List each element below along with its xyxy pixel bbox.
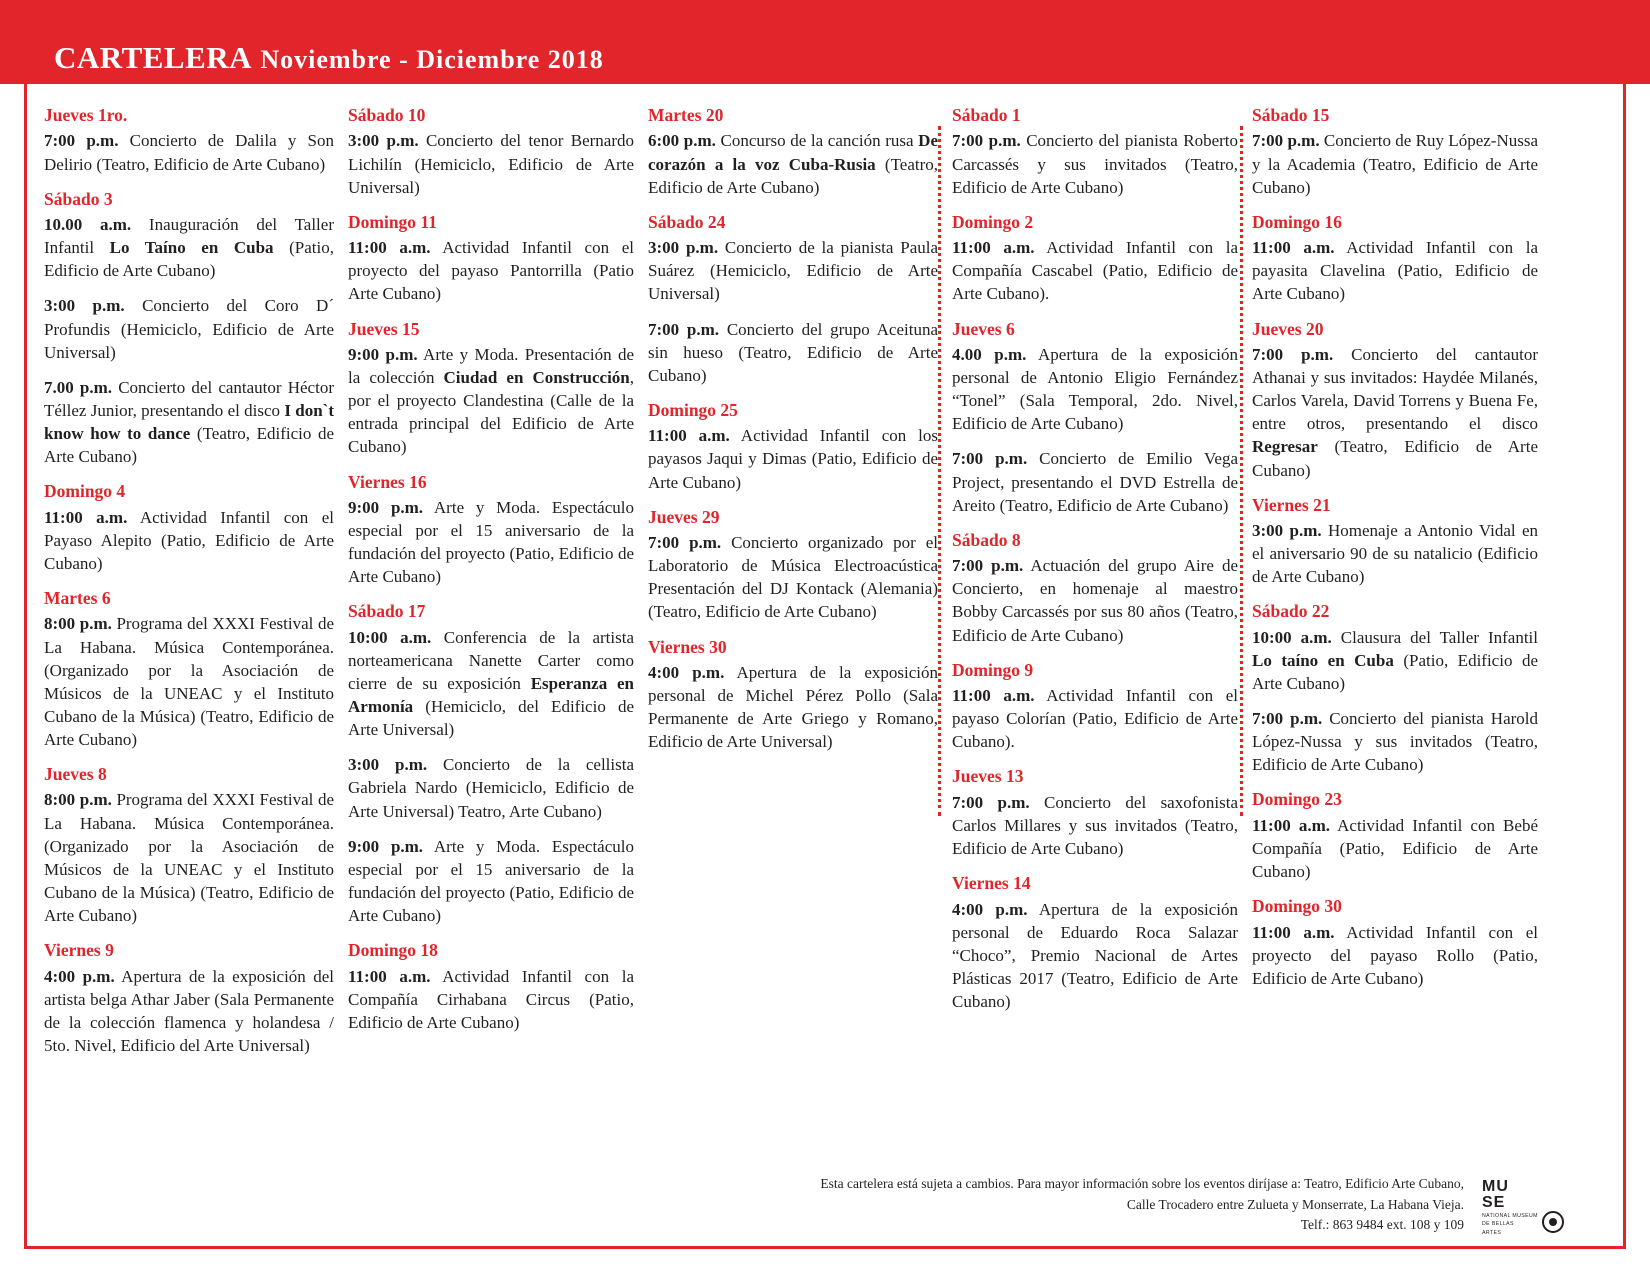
listing-entry	[648, 211, 938, 306]
listing-date: Viernes 30	[648, 636, 727, 657]
page-footer	[0, 1171, 1650, 1241]
listing-body: 10.00 a.m. Inauguración del Taller Infantil Lo Taíno en Cuba (Patio, Edificio de Arte Cubano)	[44, 215, 334, 281]
listing-body: 7:00 p.m. Concierto de Ruy López-Nussa y la Academia (Teatro, Edificio de Arte Cubano)	[1252, 131, 1538, 197]
listing-body: 4.00 p.m. Apertura de la exposición personal de Antonio Eligio Fernández “Tonel” (Sala Temporal, 2do. Nivel, Edificio de Arte Cubano)	[952, 344, 1238, 434]
listing-body: 11:00 a.m. Actividad Infantil con la Compañía Cirhabana Circus (Patio, Edificio de Arte Cubano)	[348, 966, 634, 1032]
listing-entry	[348, 104, 634, 199]
listing-entry	[648, 318, 938, 387]
listing-date: Martes 6	[44, 587, 111, 608]
listing-entry	[1252, 707, 1538, 776]
listing-entry	[1252, 600, 1538, 695]
listing-entry	[648, 104, 938, 199]
listing-entry	[952, 529, 1238, 647]
listing-entry	[44, 104, 334, 176]
listing-entry	[348, 318, 634, 459]
listing-body: 9:00 p.m. Arte y Moda. Espectáculo especial por el 15 aniversario de la fundación del proyecto (Patio, Edificio de Arte Cubano)	[348, 836, 634, 926]
listing-date: Viernes 9	[44, 940, 114, 961]
listing-entry	[648, 506, 938, 624]
listing-body: 11:00 a.m. Actividad Infantil con el proyecto del payaso Rollo (Patio, Edificio de Arte Cubano)	[1252, 922, 1538, 988]
listing-body: 7:00 p.m. Concierto del cantautor Athanai y sus invitados: Haydée Milanés, Carlos Varela, David Torrens y Buena Fe, entre otros, presentando el disco Regresar (Teatro, Edificio de Arte Cubano)	[1252, 344, 1538, 480]
listing-entry	[44, 763, 334, 927]
listing-entry	[952, 318, 1238, 436]
listing-entry	[348, 211, 634, 306]
listing-entry	[1252, 104, 1538, 199]
column-divider-left	[938, 126, 941, 816]
listing-body: 9:00 p.m. Arte y Moda. Espectáculo especial por el 15 aniversario de la fundación del proyecto (Patio, Edificio de Arte Cubano)	[348, 497, 634, 587]
listing-entry	[348, 600, 634, 741]
listing-body: 8:00 p.m. Programa del XXXI Festival de La Habana. Música Contemporánea. (Organizado por la Asociación de Músicos de la UNEAC y el Instituto Cubano de la Música) (Teatro, Edificio de Arte Cubano)	[44, 790, 334, 926]
listing-date: Sábado 3	[44, 188, 113, 209]
listing-body: 6:00 p.m. Concurso de la canción rusa De corazón a la voz Cuba-Rusia (Teatro, Edificio de Arte Cubano)	[648, 131, 938, 197]
listing-date: Jueves 1ro.	[44, 105, 128, 125]
listing-body: 7.00 p.m. Concierto del cantautor Héctor Téllez Junior, presentando el disco I don`t know how to dance (Teatro, Edificio de Arte Cubano)	[44, 377, 334, 467]
listing-entry	[952, 211, 1238, 306]
listing-entry	[44, 294, 334, 363]
column-divider-right	[1240, 126, 1243, 816]
listing-entry	[44, 188, 334, 283]
listing-body: 9:00 p.m. Arte y Moda. Presentación de la colección Ciudad en Construcción, por el proyecto Clandestina (Calle de la entrada principal del Edificio de Arte Cubano)	[348, 344, 634, 457]
listing-date: Jueves 20	[1252, 318, 1324, 339]
listing-entry	[1252, 318, 1538, 482]
listing-entry	[348, 471, 634, 589]
listing-body: 3:00 p.m. Concierto de la cellista Gabriela Nardo (Hemiciclo, Edificio de Arte Universal) Teatro, Arte Cubano)	[348, 755, 634, 821]
listing-date: Sábado 10	[348, 105, 426, 125]
listing-body: 11:00 a.m. Actividad Infantil con Bebé Compañía (Patio, Edificio de Arte Cubano)	[1252, 815, 1538, 882]
listing-entry	[952, 872, 1238, 1013]
listing-body: 4:00 p.m. Apertura de la exposición del artista belga Athar Jaber (Sala Permanente de la colección flamenca y holandesa / 5to. Nivel, Edificio del Arte Universal)	[44, 966, 334, 1055]
listings-columns	[44, 104, 1614, 1069]
listing-entry	[648, 399, 938, 494]
listing-body: 11:00 a.m. Actividad Infantil con la payasita Clavelina (Patio, Edificio de Arte Cubano)	[1252, 238, 1538, 304]
listing-date: Sábado 17	[348, 601, 426, 622]
logo-line-1: MU	[1482, 1178, 1509, 1196]
listing-entry	[44, 480, 334, 575]
listings-column-3	[648, 104, 952, 1069]
logo-line-2: SE	[1482, 1194, 1506, 1212]
listing-date: Jueves 13	[952, 766, 1024, 787]
listing-date: Viernes 16	[348, 471, 427, 492]
listing-entry	[348, 835, 634, 927]
listing-date: Domingo 18	[348, 940, 438, 961]
listing-entry	[1252, 494, 1538, 589]
listing-body: 7:00 p.m. Concierto del pianista Harold López-Nussa y sus invitados (Teatro, Edificio de Arte Cubano)	[1252, 709, 1539, 775]
logo-sub-1: NATIONAL MUSEUM	[1482, 1212, 1538, 1219]
listing-body: 4:00 p.m. Apertura de la exposición personal de Eduardo Roca Salazar “Choco”, Premio Nacional de Artes Plásticas 2017 (Teatro, Edificio de Arte Cubano)	[952, 899, 1238, 1012]
listing-body: 11:00 a.m. Actividad Infantil con el payaso Colorían (Patio, Edificio de Arte Cubano).	[952, 686, 1238, 752]
listing-date: Viernes 14	[952, 873, 1031, 894]
listing-body: 11:00 a.m. Actividad Infantil con los payasos Jaqui y Dimas (Patio, Edificio de Arte Cubano)	[648, 426, 938, 492]
listing-date: Domingo 4	[44, 481, 126, 502]
listing-date: Domingo 25	[648, 399, 738, 420]
listing-date: Sábado 1	[952, 105, 1021, 125]
listing-date: Domingo 30	[1252, 896, 1342, 917]
listing-date: Sábado 22	[1252, 601, 1330, 622]
listing-body: 7:00 p.m. Concierto organizado por el Laboratorio de Música Electroacústica Presentación del DJ Kontack (Alemania) (Teatro, Edificio de Arte Cubano)	[648, 533, 938, 622]
listings-column-5	[1252, 104, 1552, 1069]
listing-date: Jueves 15	[348, 318, 420, 339]
listing-body: 3:00 p.m. Concierto de la pianista Paula Suárez (Hemiciclo, Edificio de Arte Universal)	[648, 238, 939, 304]
listing-body: 3:00 p.m. Concierto del tenor Bernardo Lichilín (Hemiciclo, Edificio de Arte Universal)	[348, 131, 634, 197]
listing-entry	[348, 753, 634, 822]
listing-entry	[1252, 211, 1538, 306]
listing-entry	[348, 939, 634, 1034]
listing-body: 11:00 a.m. Actividad Infantil con el Payaso Alepito (Patio, Edificio de Arte Cubano)	[44, 507, 335, 573]
listing-entry	[44, 587, 334, 751]
listing-body: 11:00 a.m. Actividad Infantil con la Compañía Cascabel (Patio, Edificio de Arte Cubano).	[952, 238, 1238, 304]
logo-sub-3: ARTES	[1482, 1230, 1502, 1236]
listing-body: 8:00 p.m. Programa del XXXI Festival de La Habana. Música Contemporánea. (Organizado por la Asociación de Músicos de la UNEAC y el Instituto Cubano de la Música) (Teatro, Edificio de Arte Cubano)	[44, 614, 334, 749]
listing-date: Sábado 15	[1252, 105, 1330, 125]
listing-date: Sábado 24	[648, 211, 726, 232]
listing-body: 11:00 a.m. Actividad Infantil con el proyecto del payaso Pantorrilla (Patio Arte Cubano)	[348, 238, 634, 304]
listings-column-4	[952, 104, 1252, 1069]
footer-note-line-1: Esta cartelera está sujeta a cambios. Para mayor información sobre los eventos diríjase a: Teatro, Edificio Arte Cubano,	[820, 1176, 1464, 1192]
listing-body: 3:00 p.m. Concierto del Coro D´ Profundis (Hemiciclo, Edificio de Arte Universal)	[44, 296, 334, 362]
listing-date: Martes 20	[648, 105, 724, 125]
listing-date: Sábado 8	[952, 529, 1021, 550]
museum-logo	[1482, 1179, 1620, 1239]
listing-date: Jueves 6	[952, 318, 1015, 339]
page-title	[54, 40, 604, 76]
listing-date: Domingo 2	[952, 211, 1034, 232]
logo-circle-icon	[1542, 1211, 1564, 1233]
listing-entry	[952, 104, 1238, 199]
listing-body: 3:00 p.m. Homenaje a Antonio Vidal en el aniversario 90 de su natalicio (Edificio de Arte Cubano)	[1252, 521, 1538, 587]
listing-body: 10:00 a.m. Clausura del Taller Infantil Lo taíno en Cuba (Patio, Edificio de Arte Cubano)	[1252, 627, 1538, 694]
listing-body: 7:00 p.m. Concierto del pianista Roberto Carcassés y sus invitados (Teatro, Edificio de Arte Cubano)	[952, 131, 1238, 197]
listing-body: 7:00 p.m. Concierto de Dalila y Son Delirio (Teatro, Edificio de Arte Cubano)	[44, 131, 334, 174]
listing-entry	[1252, 788, 1538, 883]
listing-entry	[1252, 895, 1538, 990]
listing-date: Viernes 21	[1252, 494, 1331, 515]
listing-body: 7:00 p.m. Concierto del saxofonista Carlos Millares y sus invitados (Teatro, Edificio de Arte Cubano)	[952, 792, 1238, 859]
listing-body: 7:00 p.m. Concierto del grupo Aceituna sin hueso (Teatro, Edificio de Arte Cubano)	[648, 319, 938, 385]
listing-entry	[648, 636, 938, 754]
footer-note	[820, 1174, 1464, 1235]
listing-entry	[952, 659, 1238, 754]
listing-body: 10:00 a.m. Conferencia de la artista norteamericana Nanette Carter como cierre de su exposición Esperanza en Armonía (Hemiciclo, del Edificio de Arte Universal)	[348, 627, 635, 740]
listing-date: Jueves 8	[44, 764, 107, 785]
listing-date: Domingo 23	[1252, 789, 1342, 810]
listing-date: Domingo 9	[952, 659, 1034, 680]
listing-date: Domingo 11	[348, 211, 437, 232]
listing-body: 4:00 p.m. Apertura de la exposición personal de Michel Pérez Pollo (Sala Permanente de Arte Griego y Romano, Edificio de Arte Universal)	[648, 662, 938, 752]
listings-column-2	[348, 104, 648, 1069]
listing-body: 7:00 p.m. Concierto de Emilio Vega Project, presentando el DVD Estrella de Areito (Teatro, Edificio de Arte Cubano)	[952, 449, 1238, 515]
page-title-period: Noviembre - Diciembre 2018	[260, 45, 604, 74]
page-title-main: CARTELERA	[54, 40, 253, 75]
listing-body: 7:00 p.m. Actuación del grupo Aire de Concierto, en homenaje al maestro Bobby Carcassés por sus 80 años (Teatro, Edificio de Arte Cubano)	[952, 556, 1239, 645]
listing-entry	[44, 376, 334, 468]
footer-note-line-3: Telf.: 863 9484 ext. 108 y 109	[1300, 1216, 1464, 1232]
listings-column-1	[44, 104, 348, 1069]
listing-entry	[44, 939, 334, 1057]
logo-sub-2: DE BELLAS	[1482, 1221, 1514, 1228]
listing-date: Domingo 16	[1252, 211, 1342, 232]
listing-entry	[952, 765, 1238, 860]
listing-date: Jueves 29	[648, 506, 720, 527]
footer-note-line-2: Calle Trocadero entre Zulueta y Monserrate, La Habana Vieja.	[1126, 1196, 1464, 1212]
listing-entry	[952, 447, 1238, 516]
